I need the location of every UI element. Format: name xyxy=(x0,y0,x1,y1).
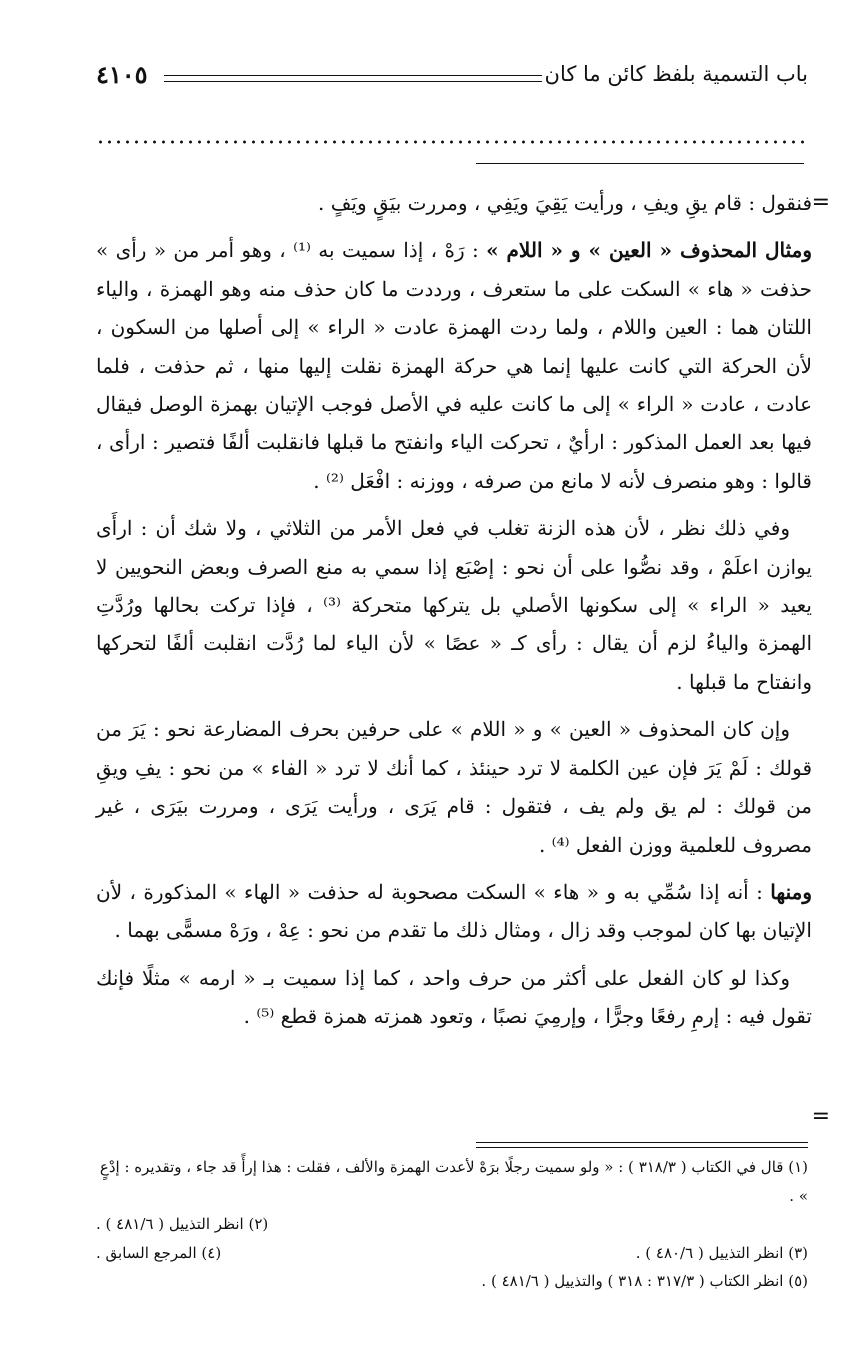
footnote-3: (٣) انظر التذييل ( ٤٨٠/٦ ) . xyxy=(635,1243,808,1262)
footnotes xyxy=(96,1153,808,1296)
running-header xyxy=(96,62,808,102)
paragraph-1: فنقول : قام يقِ ويفِ ، ورأيت يَقِيَ ويَفِي ، ومررت بيَقٍ ويَفٍ . xyxy=(318,191,812,215)
footnote-4: (٤) المرجع السابق . xyxy=(96,1243,222,1262)
top-rule xyxy=(476,163,804,164)
footnote-row-3 xyxy=(96,1239,808,1268)
paragraph-5: ومنها : أنه إذا سُمِّي به و « هاء » السكت مصحوبة له حذفت « الهاء » المذكورة ، لأن الإتيان بها كان لموجب وقد زال ، ومثال ذلك ما تقدم من نحو : عِهْ ، ورَهْ مسمًّى بهما . xyxy=(96,879,812,943)
footnote-5: (٥) انظر الكتاب ( ٣١٧/٣ : ٣١٨ ) والتذييل ( ٤٨١/٦ ) . xyxy=(481,1272,808,1290)
footnote-rule xyxy=(476,1142,808,1148)
continuation-mark-bottom: = xyxy=(811,1104,830,1129)
chapter-title: باب التسمية بلفظ كائن ما كان xyxy=(544,62,808,86)
continuation-mark-top: = xyxy=(811,190,830,215)
paragraph-4: وإن كان المحذوف « العين » و « اللام » على حرفين بحرف المضارعة نحو : يَرَ من قولك : لَمْ يَرَ فإن عين الكلمة لا ترد حينئذ ، كما أنك لا ترد « الفاء » من نحو : يفِ ويقِ من قولك : لم يق ولم يف ، فتقول : قام يَرَى ، ورأيت يَرَى ، ومررت بيَرَى ، غير مصروف للعلمية ووزن الفعل ⁽⁴⁾ . xyxy=(96,717,812,857)
main-text xyxy=(96,184,812,1045)
dotted-separator xyxy=(96,138,808,146)
paragraph-2: ومثال المحذوف « العين » و « اللام » : رَهْ ، إذا سميت به ⁽¹⁾ ، وهو أمر من « رأى » حذفت « هاء » السكت على ما ستعرف ، ورددت ما كان حذف منه وهو الهمزة ، والياء اللتان هما : العين واللام ، ولما ردت الهمزة عادت « الراء » إلى أصلها من السكون ، لأن الحركة التي كانت عليها إنما هي حركة الهمزة نقلت إليها منها ، ثم حذفت ، فلما عادت ، عادت « الراء » إلى ما كانت عليه في الأصل فوجب الإتيان بهمزة الوصل فيقال فيها بعد العمل المذكور : ارأيٌ ، تحركت الياء وانفتح ما قبلها فانقلبت ألفًا فتصير : ارأى ، قالوا : وهو منصرف لأنه لا مانع من صرفه ، ووزنه : افْعَل ⁽²⁾ . xyxy=(96,238,813,493)
paragraph-6: وكذا لو كان الفعل على أكثر من حرف واحد ، كما إذا سميت بـ « ارمه » مثلًا فإنك تقول فيه : إرمِ رفعًا وجرًّا ، وإرمِيَ نصبًا ، وتعود همزته همزة قطع ⁽⁵⁾ . xyxy=(96,965,812,1029)
header-rule xyxy=(164,75,542,82)
footnote-row-2 xyxy=(96,1210,808,1239)
footnote-1: (١) قال في الكتاب ( ٣١٨/٣ ) : « ولو سميت رجلًا برَهْ لأعدت الهمزة والألف ، فقلت : هذا إرأً قد جاء ، وتقديره : إدْعٍ » . xyxy=(99,1158,808,1205)
footnote-2: (٢) انظر التذييل ( ٤٨١/٦ ) . xyxy=(96,1215,269,1233)
page-number: ٤١٠٥ xyxy=(96,60,148,89)
paragraph-3: وفي ذلك نظر ، لأن هذه الزنة تغلب في فعل الأمر من الثلاثي ، ولا شك أن : ارأَى يوازن اعلَمْ ، وقد نصُّوا على أن نحو : إصْبَع إذا سمي به منع الصرف وبعض النحويين لا يعيد « الراء » إلى سكونها الأصلي بل يتركها متحركة ⁽³⁾ ، فإذا تركت بحالها ورُدَّتِ الهمزة والياءُ لزم أن يقال : رأى كـ « عصًا » لأن الياء لما رُدَّت انقلبت ألفًا لتحركها وانفتاح ما قبلها . xyxy=(96,516,812,694)
footnote-row-5 xyxy=(96,1267,808,1296)
